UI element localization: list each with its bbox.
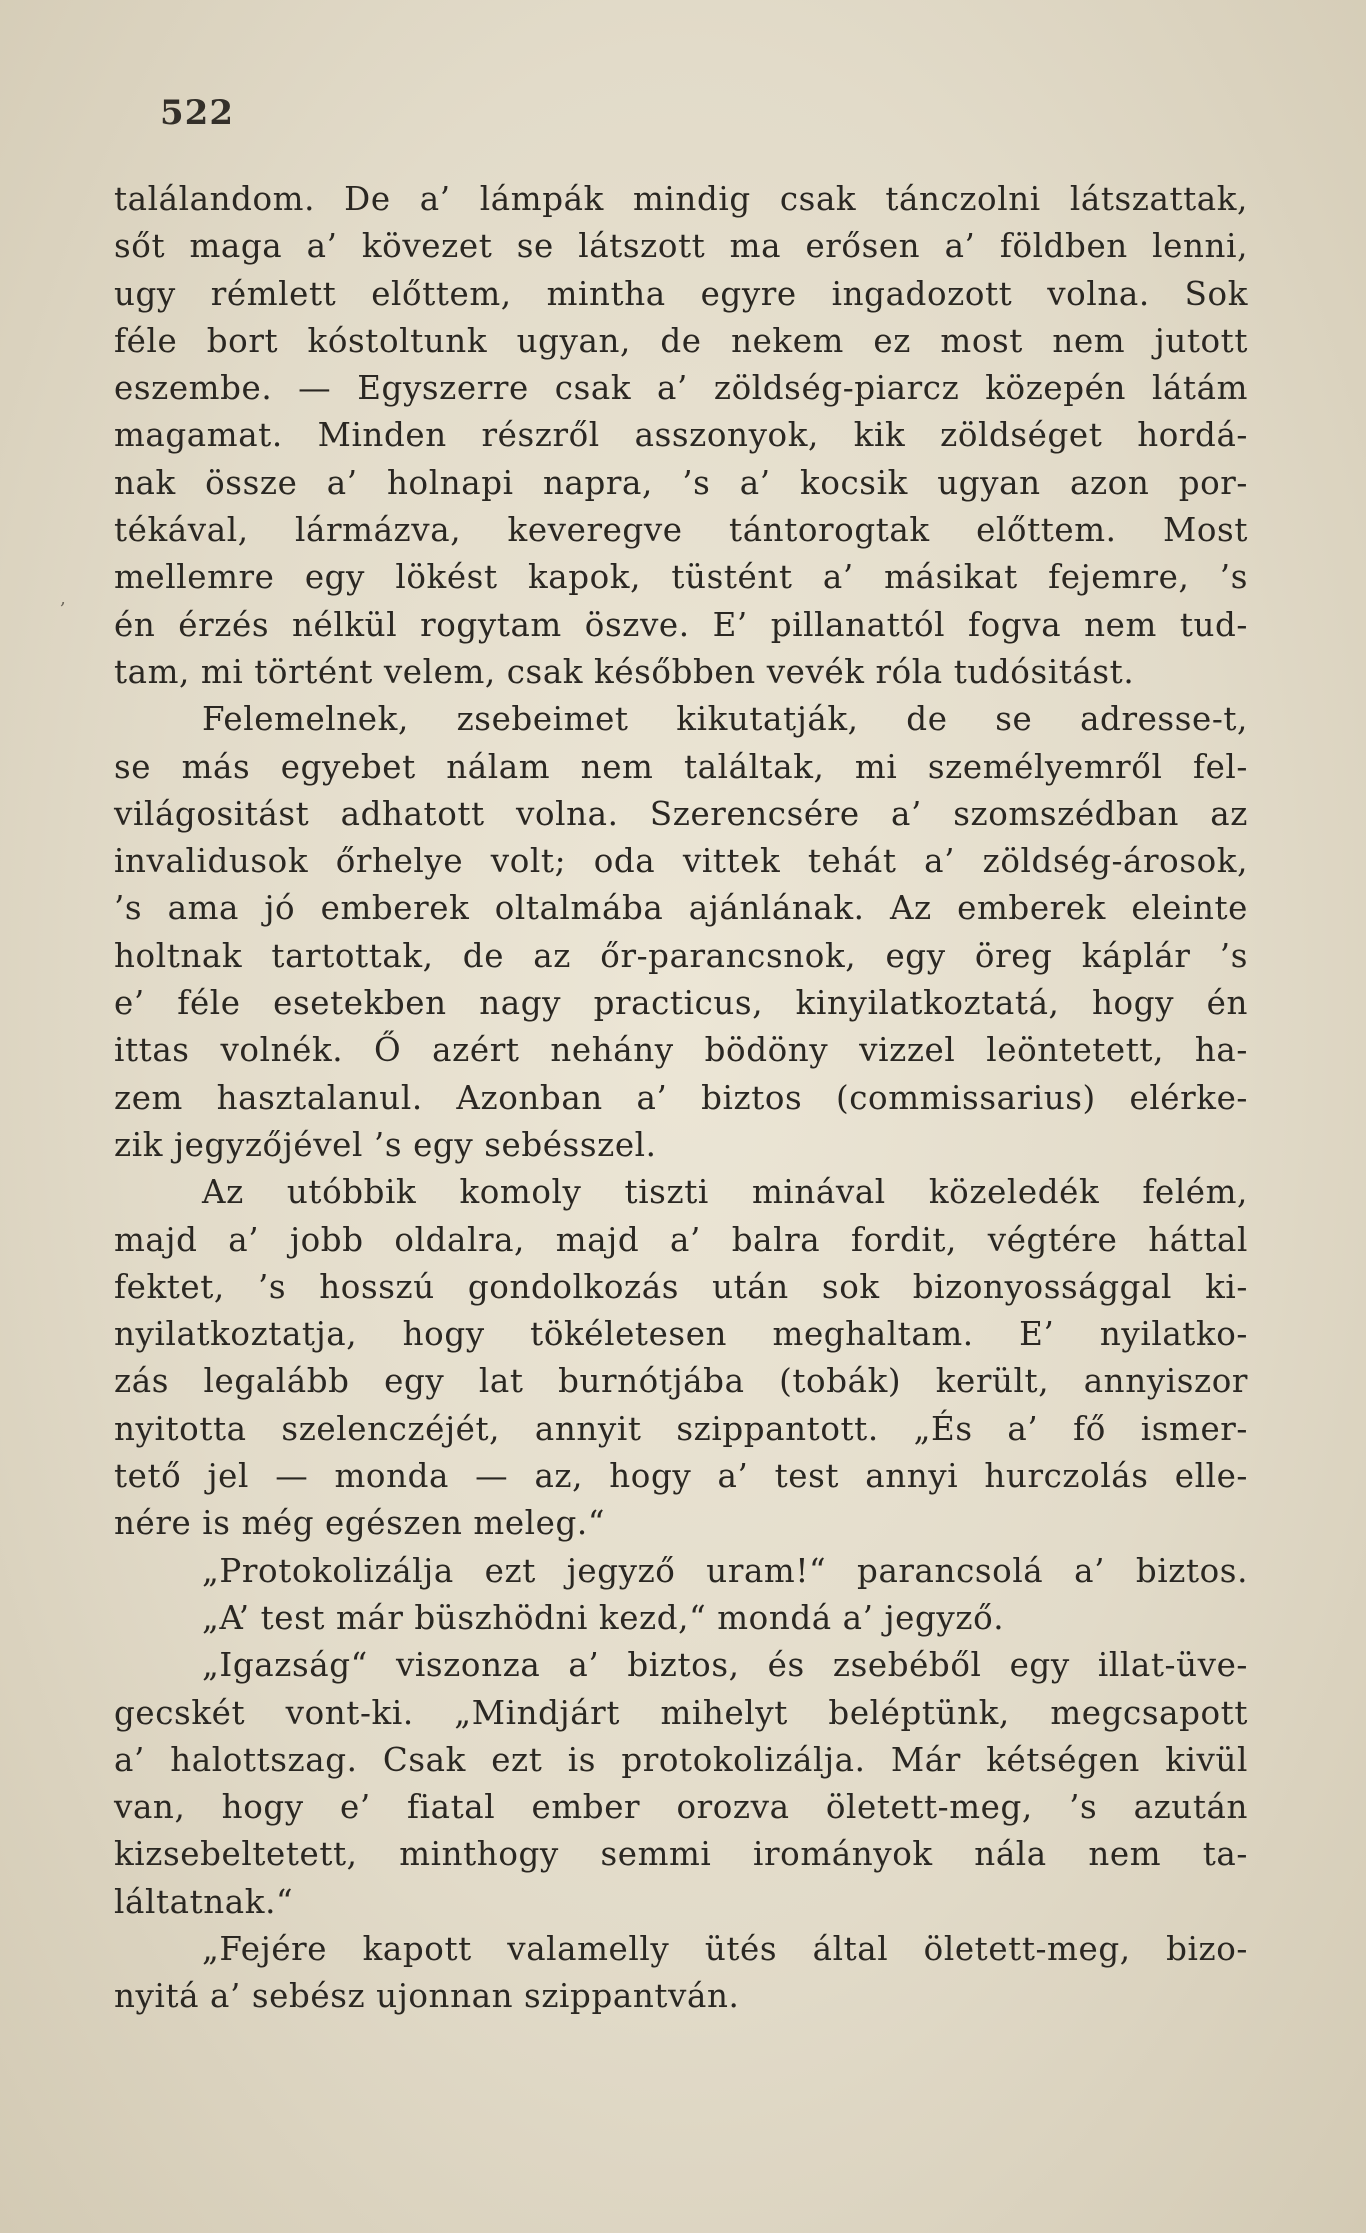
- text-line: Az utóbbik komoly tiszti minával közeledék felém,: [202, 1173, 1248, 1212]
- text-line: tékával, lármázva, keveregve tántorogtak előttem. Most: [114, 511, 1248, 550]
- text-line: nyilatkoztatja, hogy tökéletesen meghaltam. E’ nyilatko-: [114, 1315, 1248, 1354]
- text-line: eszembe. — Egyszerre csak a’ zöldség-piarcz közepén látám: [114, 369, 1248, 408]
- text-line: zem hasztalanul. Azonban a’ biztos (commissarius) elérke-: [114, 1078, 1248, 1117]
- text-line: fektet, ’s hosszú gondolkozás után sok bizonyossággal ki-: [114, 1267, 1248, 1306]
- text-line: zás legalább egy lat burnótjába (tobák) került, annyiszor: [114, 1362, 1248, 1401]
- text-line: én érzés nélkül rogytam öszve. E’ pillanattól fogva nem tud-: [114, 605, 1248, 644]
- text-line: majd a’ jobb oldalra, majd a’ balra fordit, végtére háttal: [114, 1220, 1248, 1259]
- text-line: ugy rémlett előttem, mintha egyre ingadozott volna. Sok: [114, 274, 1248, 313]
- text-line: ittas volnék. Ő azért nehány bödöny vizzel leöntetett, ha-: [114, 1031, 1248, 1070]
- text-line: a’ halottszag. Csak ezt is protokolizálja. Már kétségen kivül: [114, 1740, 1248, 1779]
- text-line: találandom. De a’ lámpák mindig csak tánczolni látszattak,: [114, 180, 1248, 218]
- text-line: „Protokolizálja ezt jegyző uram!“ parancsolá a’ biztos.: [202, 1551, 1248, 1590]
- text-line: „A’ test már büszhödni kezd,“ mondá a’ jegyző.: [202, 1598, 1005, 1637]
- text-line: zik jegyzőjével ’s egy sebésszel.: [114, 1125, 657, 1164]
- text-line: nyitotta szelenczéjét, annyit szippantott. „És a’ fő ismer-: [114, 1409, 1248, 1448]
- text-line: tam, mi történt velem, csak későbben vevék róla tudósitást.: [114, 652, 1135, 691]
- text-line: „Igazság“ viszonza a’ biztos, és zsebéből egy illat-üve-: [202, 1646, 1248, 1685]
- text-line: nak össze a’ holnapi napra, ’s a’ kocsik ugyan azon por-: [114, 463, 1248, 502]
- text-line: van, hogy e’ fiatal ember orozva öletett-meg, ’s azután: [114, 1788, 1248, 1827]
- text-line: „Fejére kapott valamelly ütés által öletett-meg, bizo-: [202, 1929, 1248, 1968]
- body-text: [114, 176, 1248, 2021]
- text-line: sőt maga a’ kövezet se látszott ma erősen a’ földben lenni,: [114, 227, 1248, 266]
- text-line: invalidusok őrhelye volt; oda vittek tehát a’ zöldség-árosok,: [114, 842, 1248, 881]
- text-line: mellemre egy lökést kapok, tüstént a’ másikat fejemre, ’s: [114, 558, 1248, 597]
- text-line: ’s ama jó emberek oltalmába ajánlának. Az emberek eleinte: [114, 889, 1248, 928]
- text-line: holtnak tartottak, de az őr-parancsnok, egy öreg káplár ’s: [114, 936, 1248, 975]
- text-line: láltatnak.“: [114, 1882, 294, 1921]
- text-line: magamat. Minden részről asszonyok, kik zöldséget hordá-: [114, 416, 1248, 455]
- text-line: gecskét vont-ki. „Mindjárt mihelyt beléptünk, megcsapott: [114, 1693, 1248, 1732]
- text-line: e’ féle esetekben nagy practicus, kinyilatkoztatá, hogy én: [114, 984, 1248, 1023]
- text-line: nyitá a’ sebész ujonnan szippantván.: [114, 1977, 740, 2016]
- text-line: világositást adhatott volna. Szerencsére a’ szomszédban az: [114, 794, 1248, 833]
- margin-mark: ‚: [60, 588, 66, 609]
- page-number: 522: [160, 93, 234, 133]
- text-line: Felemelnek, zsebeimet kikutatják, de se adresse-t,: [202, 700, 1248, 739]
- text-line: tető jel — monda — az, hogy a’ test annyi hurczolás elle-: [114, 1457, 1248, 1496]
- text-line: nére is még egészen meleg.“: [114, 1504, 606, 1543]
- text-line: se más egyebet nálam nem találtak, mi személyemről fel-: [114, 747, 1248, 786]
- text-line: kizsebeltetett, minthogy semmi irományok nála nem ta-: [114, 1835, 1248, 1874]
- text-line: féle bort kóstoltunk ugyan, de nekem ez most nem jutott: [114, 321, 1248, 360]
